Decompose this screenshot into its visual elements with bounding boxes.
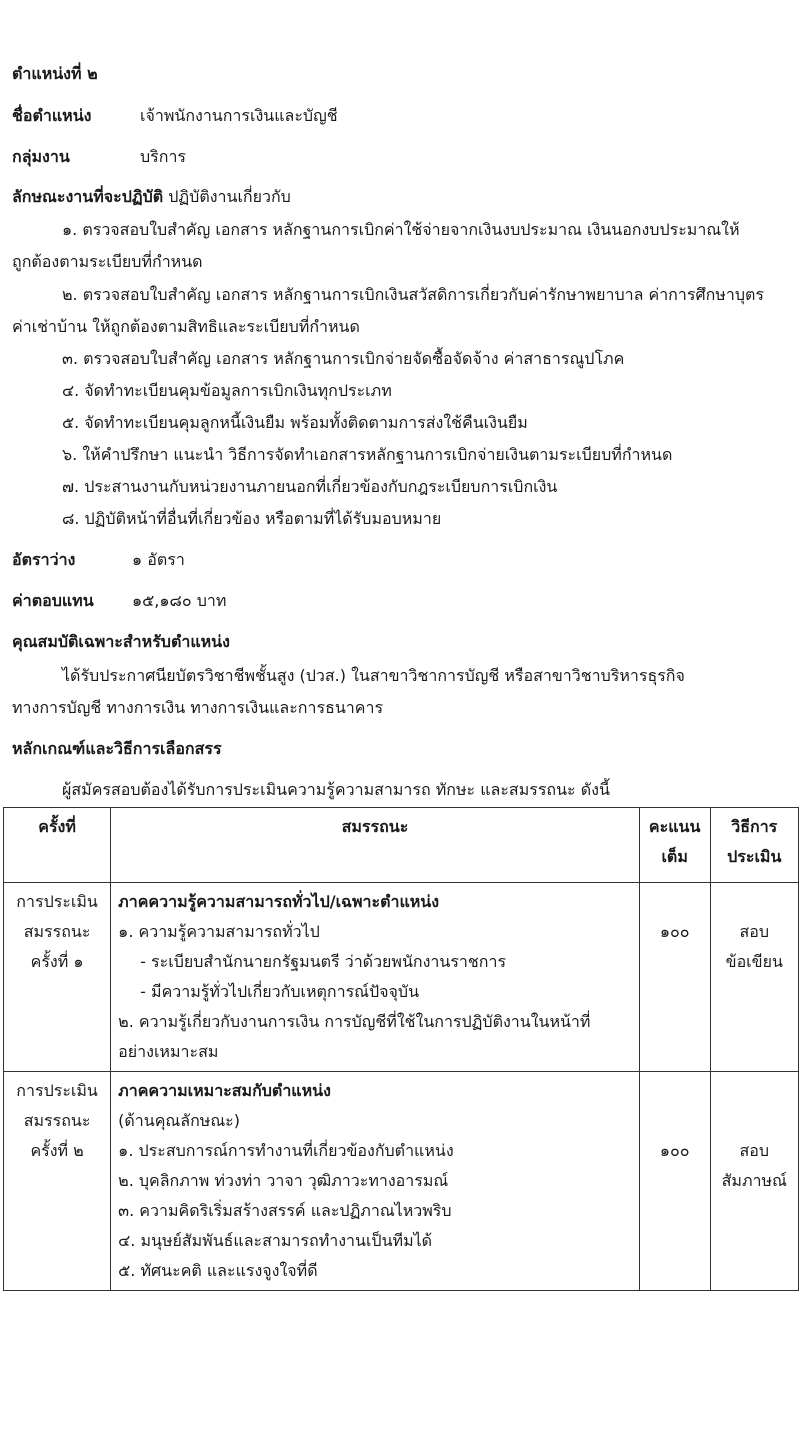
header-round: ครั้งที่ bbox=[4, 808, 111, 883]
position-name-label: ชื่อตำแหน่ง bbox=[12, 106, 92, 125]
duty-item-5: ๕. จัดทำทะเบียนคุมลูกหนี้เงินยืม พร้อมทั้งติดตามการส่งใช้คืนเงินยืม bbox=[62, 413, 528, 432]
table-row bbox=[4, 1072, 799, 1291]
header-score: คะแนน เต็ม bbox=[639, 808, 710, 883]
header-method: วิธีการ ประเมิน bbox=[710, 808, 798, 883]
table-row bbox=[4, 883, 799, 1072]
assessment-table bbox=[3, 807, 799, 1291]
qualification-line-2: ทางการบัญชี ทางการเงิน ทางการเงินและการธนาคาร bbox=[12, 698, 384, 717]
work-group-row bbox=[12, 145, 186, 169]
duty-item-6: ๖. ให้คำปรึกษา แนะนำ วิธีการจัดทำเอกสารหลักฐานการเบิกจ่ายเงินตามระเบียบที่กำหนด bbox=[62, 445, 673, 464]
work-group-value: บริการ bbox=[140, 147, 187, 166]
duty-item-1b: ถูกต้องตามระเบียบที่กำหนด bbox=[12, 252, 203, 271]
selection-intro: ผู้สมัครสอบต้องได้รับการประเมินความรู้ความสามารถ ทักษะ และสมรรถนะ ดังนี้ bbox=[62, 780, 610, 799]
duty-item-7: ๗. ประสานงานกับหน่วยงานภายนอกที่เกี่ยวข้องกับกฎระเบียบการเบิกเงิน bbox=[62, 477, 558, 496]
vacancy-value: ๑ อัตรา bbox=[132, 550, 185, 569]
duty-item-2a: ๒. ตรวจสอบใบสำคัญ เอกสาร หลักฐานการเบิกเงินสวัสดิการเกี่ยวกับค่ารักษาพยาบาล ค่าการศึกษาบุตร bbox=[62, 285, 764, 304]
vacancy-label: อัตราว่าง bbox=[12, 550, 76, 569]
salary-label: ค่าตอบแทน bbox=[12, 591, 94, 610]
duties-heading bbox=[12, 185, 291, 209]
row1-round: การประเมิน สมรรถนะ ครั้งที่ ๑ bbox=[4, 883, 111, 1072]
work-group-label: กลุ่มงาน bbox=[12, 147, 70, 166]
duty-item-8: ๘. ปฏิบัติหน้าที่อื่นที่เกี่ยวข้อง หรือตามที่ได้รับมอบหมาย bbox=[62, 509, 442, 528]
vacancy-row bbox=[12, 548, 185, 572]
row2-round: การประเมิน สมรรถนะ ครั้งที่ ๒ bbox=[4, 1072, 111, 1291]
duty-item-2b: ค่าเช่าบ้าน ให้ถูกต้องตามสิทธิและระเบียบที่กำหนด bbox=[12, 317, 360, 336]
salary-row bbox=[12, 589, 226, 613]
salary-value: ๑๕,๑๘๐ บาท bbox=[132, 591, 227, 610]
table-header-row bbox=[4, 808, 799, 883]
position-number: ตำแหน่งที่ ๒ bbox=[12, 64, 98, 83]
duties-intro: ปฏิบัติงานเกี่ยวกับ bbox=[168, 187, 291, 206]
duties-label: ลักษณะงานที่จะปฏิบัติ bbox=[12, 187, 164, 206]
duty-item-1a: ๑. ตรวจสอบใบสำคัญ เอกสาร หลักฐานการเบิกค่าใช้จ่ายจากเงินงบประมาณ เงินนอกงบประมาณให้ bbox=[62, 220, 740, 239]
row1-competency: ภาคความรู้ความสามารถทั่วไป/เฉพาะตำแหน่ง ๑. ความรู้ความสามารถทั่วไป - ระเบียบสำนักนายกรัฐมนตรี ว่าด้วยพนักงานราชการ - มีความรู้ทั่วไปเกี่ยวกับเหตุการณ์ปัจจุบัน ๒. ความรู้เกี่ยวกับงานการเงิน การบัญชีที่ใช้ในการปฏิบัติงานในหน้าที่ อย่างเหมาะสม bbox=[111, 883, 640, 1072]
qualification-heading: คุณสมบัติเฉพาะสำหรับตำแหน่ง bbox=[12, 632, 230, 651]
row2-method: สอบ สัมภาษณ์ bbox=[710, 1072, 798, 1291]
duty-item-3: ๓. ตรวจสอบใบสำคัญ เอกสาร หลักฐานการเบิกจ่ายจัดซื้อจัดจ้าง ค่าสาธารณูปโภค bbox=[62, 349, 625, 368]
position-name-row bbox=[12, 104, 338, 128]
row2-competency: ภาคความเหมาะสมกับตำแหน่ง (ด้านคุณลักษณะ) ๑. ประสบการณ์การทำงานที่เกี่ยวข้องกับตำแหน่ง ๒. บุคลิกภาพ ท่วงท่า วาจา วุฒิภาวะทางอารมณ์ ๓. ความคิดริเริ่มสร้างสรรค์ และปฏิภาณไหวพริบ ๔. มนุษย์สัมพันธ์และสามารถทำงานเป็นทีมได้ ๕. ทัศนะคติ และแรงจูงใจที่ดี bbox=[111, 1072, 640, 1291]
row1-method: สอบ ข้อเขียน bbox=[710, 883, 798, 1072]
position-name-value: เจ้าพนักงานการเงินและบัญชี bbox=[140, 106, 338, 125]
header-competency: สมรรถนะ bbox=[111, 808, 640, 883]
duty-item-4: ๔. จัดทำทะเบียนคุมข้อมูลการเบิกเงินทุกประเภท bbox=[62, 381, 392, 400]
selection-heading: หลักเกณฑ์และวิธีการเลือกสรร bbox=[12, 739, 222, 758]
row1-score: ๑๐๐ bbox=[639, 883, 710, 1072]
qualification-line-1: ได้รับประกาศนียบัตรวิชาชีพชั้นสูง (ปวส.) ในสาขาวิชาการบัญชี หรือสาขาวิชาบริหารธุรกิจ bbox=[62, 666, 685, 685]
row2-score: ๑๐๐ bbox=[639, 1072, 710, 1291]
